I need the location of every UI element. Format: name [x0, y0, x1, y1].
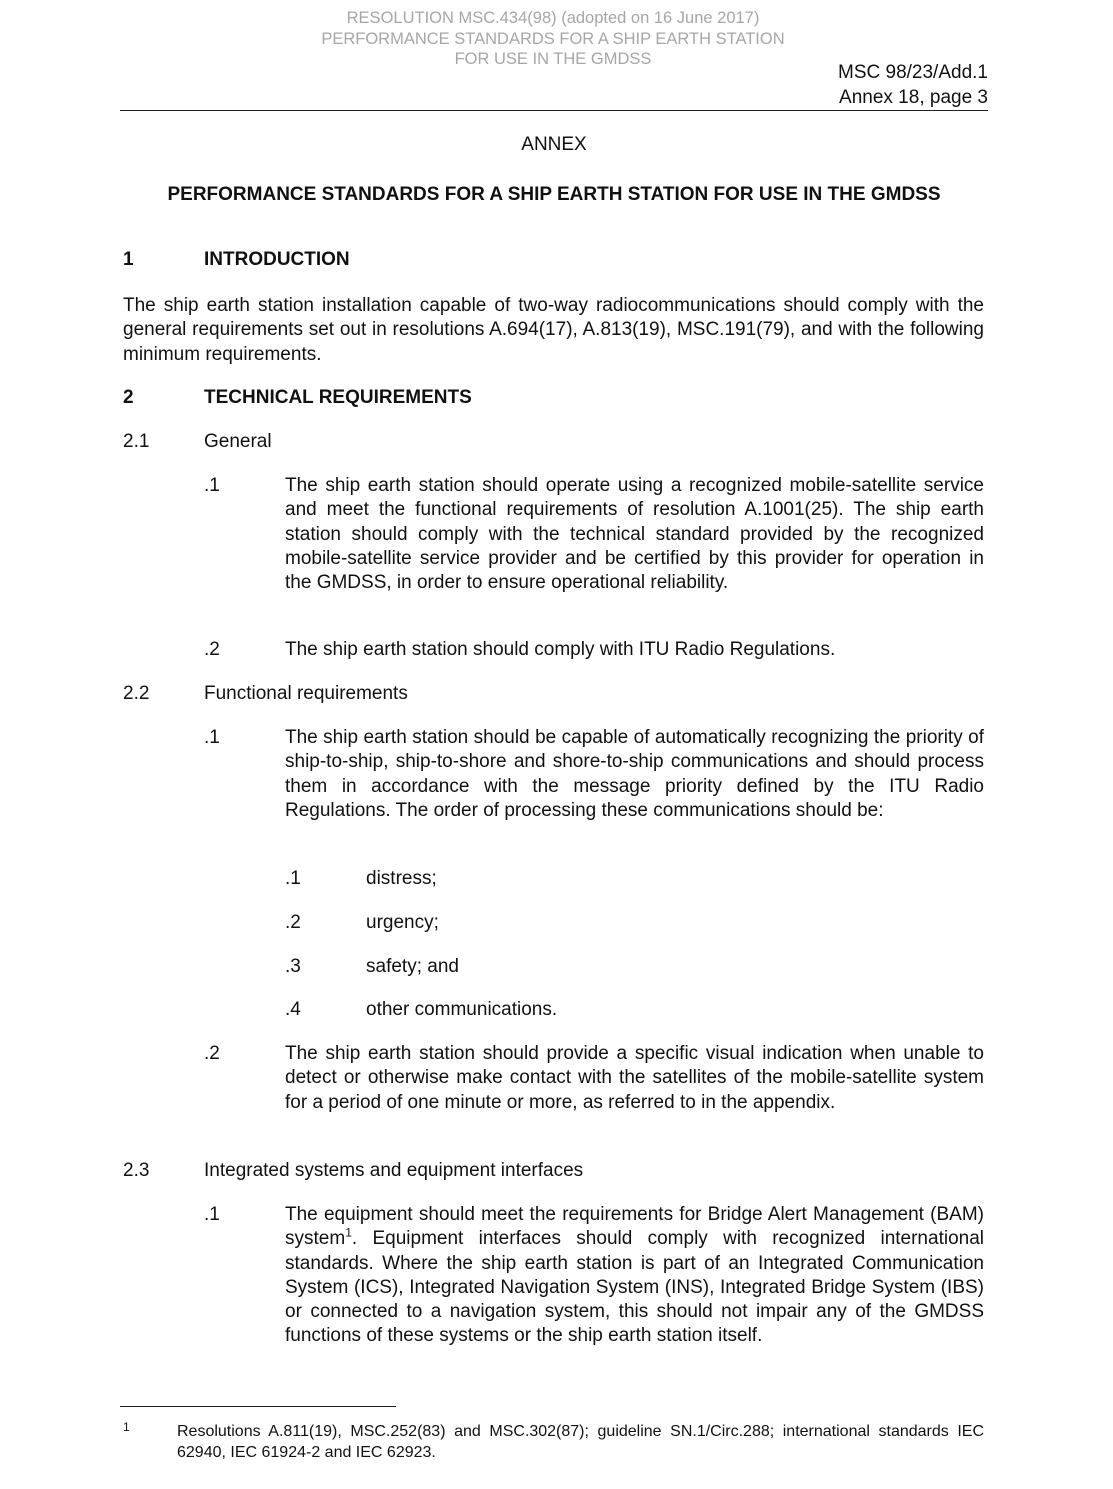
header-divider [120, 110, 988, 111]
annex-title: ANNEX [521, 134, 587, 155]
page-reference: Annex 18, page 3 [839, 87, 988, 108]
priority-2-text: urgency; [366, 912, 439, 933]
priority-4-text: other communications. [366, 999, 558, 1020]
footnote-text: Resolutions A.811(19), MSC.252(83) and MSC.302(87); guideline SN.1/Circ.288; international standards IEC 62940, IEC 61924-2 and IEC 62923. [177, 1423, 984, 1461]
footnote-divider [120, 1406, 396, 1407]
section-1-body: The ship earth station installation capable of two-way radiocommunications should comply with the general requirements set out in resolutions A.694(17), A.813(19), MSC.191(79), and with the following minimum requirements. [123, 295, 984, 365]
priority-1-number: .1 [285, 868, 301, 889]
priority-3-number: .3 [285, 956, 301, 977]
section-2-heading: TECHNICAL REQUIREMENTS [204, 387, 472, 408]
priority-3-text: safety; and [366, 956, 459, 977]
item-2-2-2-number: .2 [204, 1043, 220, 1064]
item-2-3-1-text-a: The equipment should meet the requirements for Bridge Alert Management (BAM) system [285, 1204, 984, 1250]
resolution-watermark [240, 8, 866, 70]
section-2-1-heading: General [204, 431, 272, 452]
section-2-1-number: 2.1 [123, 431, 150, 452]
section-2-3-number: 2.3 [123, 1160, 150, 1181]
section-2-3-heading: Integrated systems and equipment interfaces [204, 1160, 584, 1181]
item-2-3-1-number: .1 [204, 1204, 220, 1225]
section-1-heading: INTRODUCTION [204, 249, 350, 270]
page-header [838, 60, 988, 110]
priority-1-text: distress; [366, 868, 437, 889]
item-2-1-2-text: The ship earth station should comply with ITU Radio Regulations. [285, 639, 836, 660]
footnote-number: 1 [123, 1420, 130, 1434]
item-2-2-1-number: .1 [204, 727, 220, 748]
footnote-reference[interactable]: 1 [345, 1225, 352, 1240]
item-2-2-2-text: The ship earth station should provide a specific visual indication when unable to detect or otherwise make contact with the satellites of the mobile-satellite system for a period of one minute or more, as referred to in the appendix. [285, 1043, 984, 1113]
item-2-2-1-text: The ship earth station should be capable of automatically recognizing the priority of ship-to-ship, ship-to-shore and shore-to-ship communications and should process them in accordance with the message priority defined by the ITU Radio Regulations. The order of processing these communications should be: [285, 727, 984, 821]
section-2-2-heading: Functional requirements [204, 683, 408, 704]
watermark-line-3: FOR USE IN THE GMDSS [454, 50, 652, 68]
section-1-number: 1 [123, 249, 134, 270]
item-2-1-1-text: The ship earth station should operate using a recognized mobile-satellite service and meet the functional requirements of resolution A.1001(25). The ship earth station should comply with the technical standard provided by the recognized mobile-satellite service provider and be certified by this provider for operation in the GMDSS, in order to ensure operational reliability. [285, 475, 984, 594]
watermark-line-2: PERFORMANCE STANDARDS FOR A SHIP EARTH STATION [321, 29, 785, 48]
item-2-3-1-text-b: . Equipment interfaces should comply with recognized international standards. Where the ship earth station is part of an Integrated Communication System (ICS), Integrated Navigation System (INS), Integrated Bridge System (IBS) or connected to a navigation system, this should not impair any of the GMDSS functions of these systems or the ship earth station itself. [285, 1228, 984, 1347]
item-2-1-2-number: .2 [204, 639, 220, 660]
document-title: PERFORMANCE STANDARDS FOR A SHIP EARTH STATION FOR USE IN THE GMDSS [167, 184, 941, 205]
item-2-1-1-number: .1 [204, 475, 220, 496]
document-reference: MSC 98/23/Add.1 [838, 62, 988, 83]
priority-2-number: .2 [285, 912, 301, 933]
item-2-3-1-text [285, 1203, 984, 1349]
watermark-line-1: RESOLUTION MSC.434(98) (adopted on 16 June 2017) [346, 9, 760, 27]
section-2-2-number: 2.2 [123, 683, 150, 704]
priority-4-number: .4 [285, 999, 301, 1020]
section-2-number: 2 [123, 387, 134, 408]
